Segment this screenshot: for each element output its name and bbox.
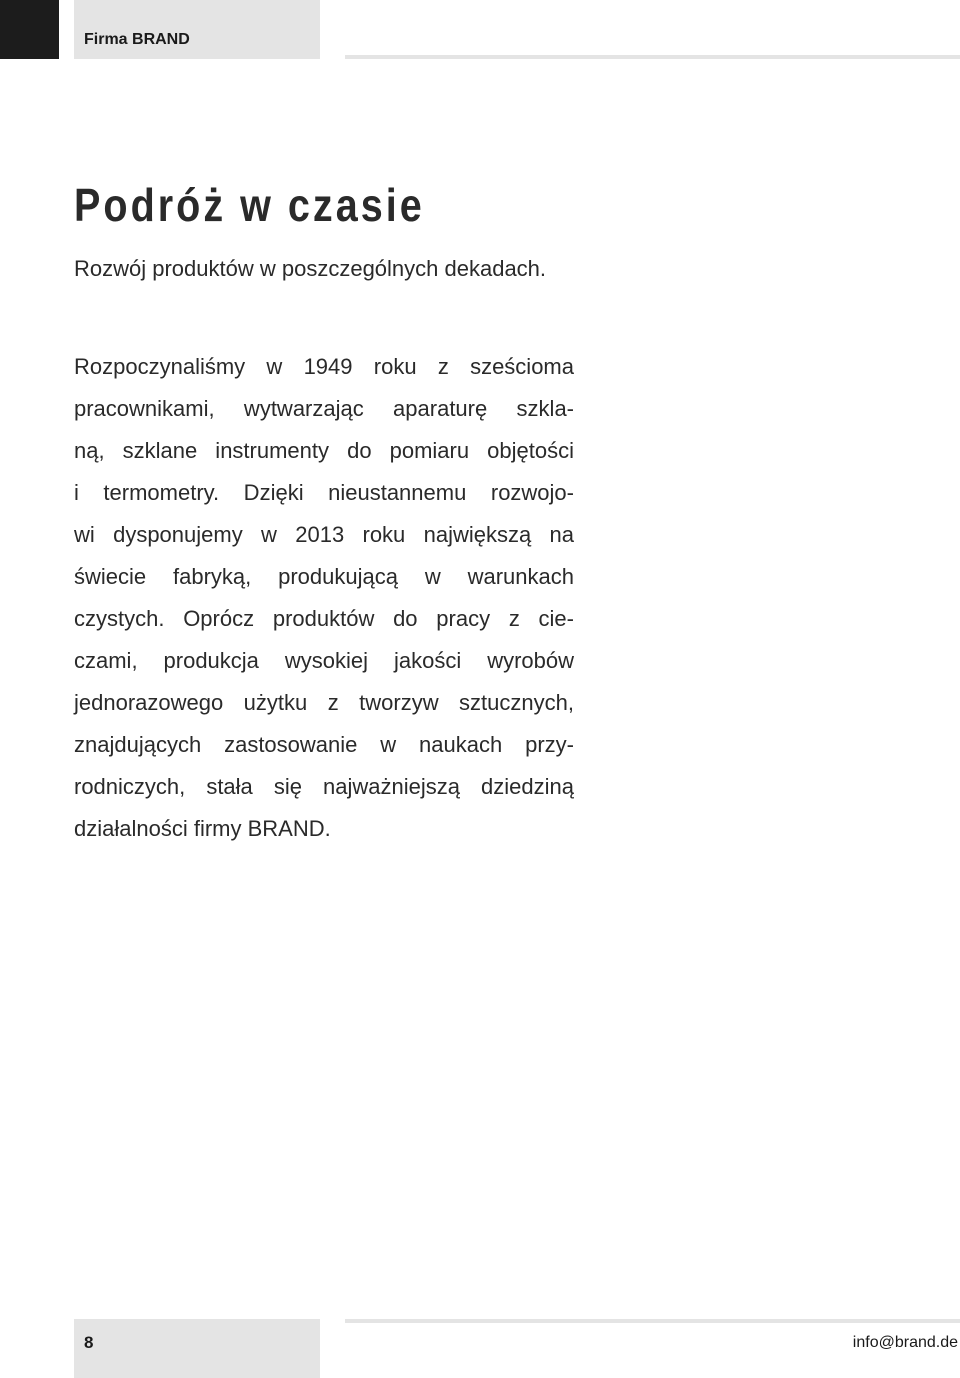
- body-line: czystych. Oprócz produktów do pracy z cie-: [74, 606, 574, 631]
- body-line: wi dysponujemy w 2013 roku największą na: [74, 522, 574, 547]
- header-tab: [74, 0, 320, 59]
- contact-email: info@brand.de: [852, 1334, 958, 1351]
- footer-tab: [74, 1319, 320, 1378]
- body-line: pracownikami, wytwarzając aparaturę szkla-: [74, 396, 574, 421]
- footer-divider: [345, 1319, 960, 1323]
- body-line: jednorazowego użytku z tworzyw sztucznych,: [74, 690, 574, 715]
- header-divider: [345, 55, 960, 59]
- page-number: 8: [84, 1333, 94, 1352]
- body-line: i termometry. Dzięki nieustannemu rozwojo-: [74, 480, 574, 505]
- page-title: Podróż w czasie: [74, 179, 425, 231]
- company-label: Firma BRAND: [84, 31, 190, 48]
- body-paragraph: [74, 346, 574, 850]
- body-line: ną, szklane instrumenty do pomiaru objętości: [74, 438, 574, 463]
- corner-decoration-block: [0, 0, 59, 59]
- body-line: świecie fabryką, produkującą w warunkach: [74, 564, 574, 589]
- body-line: rodniczych, stała się najważniejszą dziedziną: [74, 774, 574, 799]
- body-line: Rozpoczynaliśmy w 1949 roku z sześcioma: [74, 354, 574, 379]
- body-line: znajdujących zastosowanie w naukach przy-: [74, 732, 574, 757]
- page-subtitle: Rozwój produktów w poszczególnych dekadach.: [74, 256, 547, 281]
- body-line: czami, produkcja wysokiej jakości wyrobów: [74, 648, 574, 673]
- body-line: działalności firmy BRAND.: [74, 816, 331, 841]
